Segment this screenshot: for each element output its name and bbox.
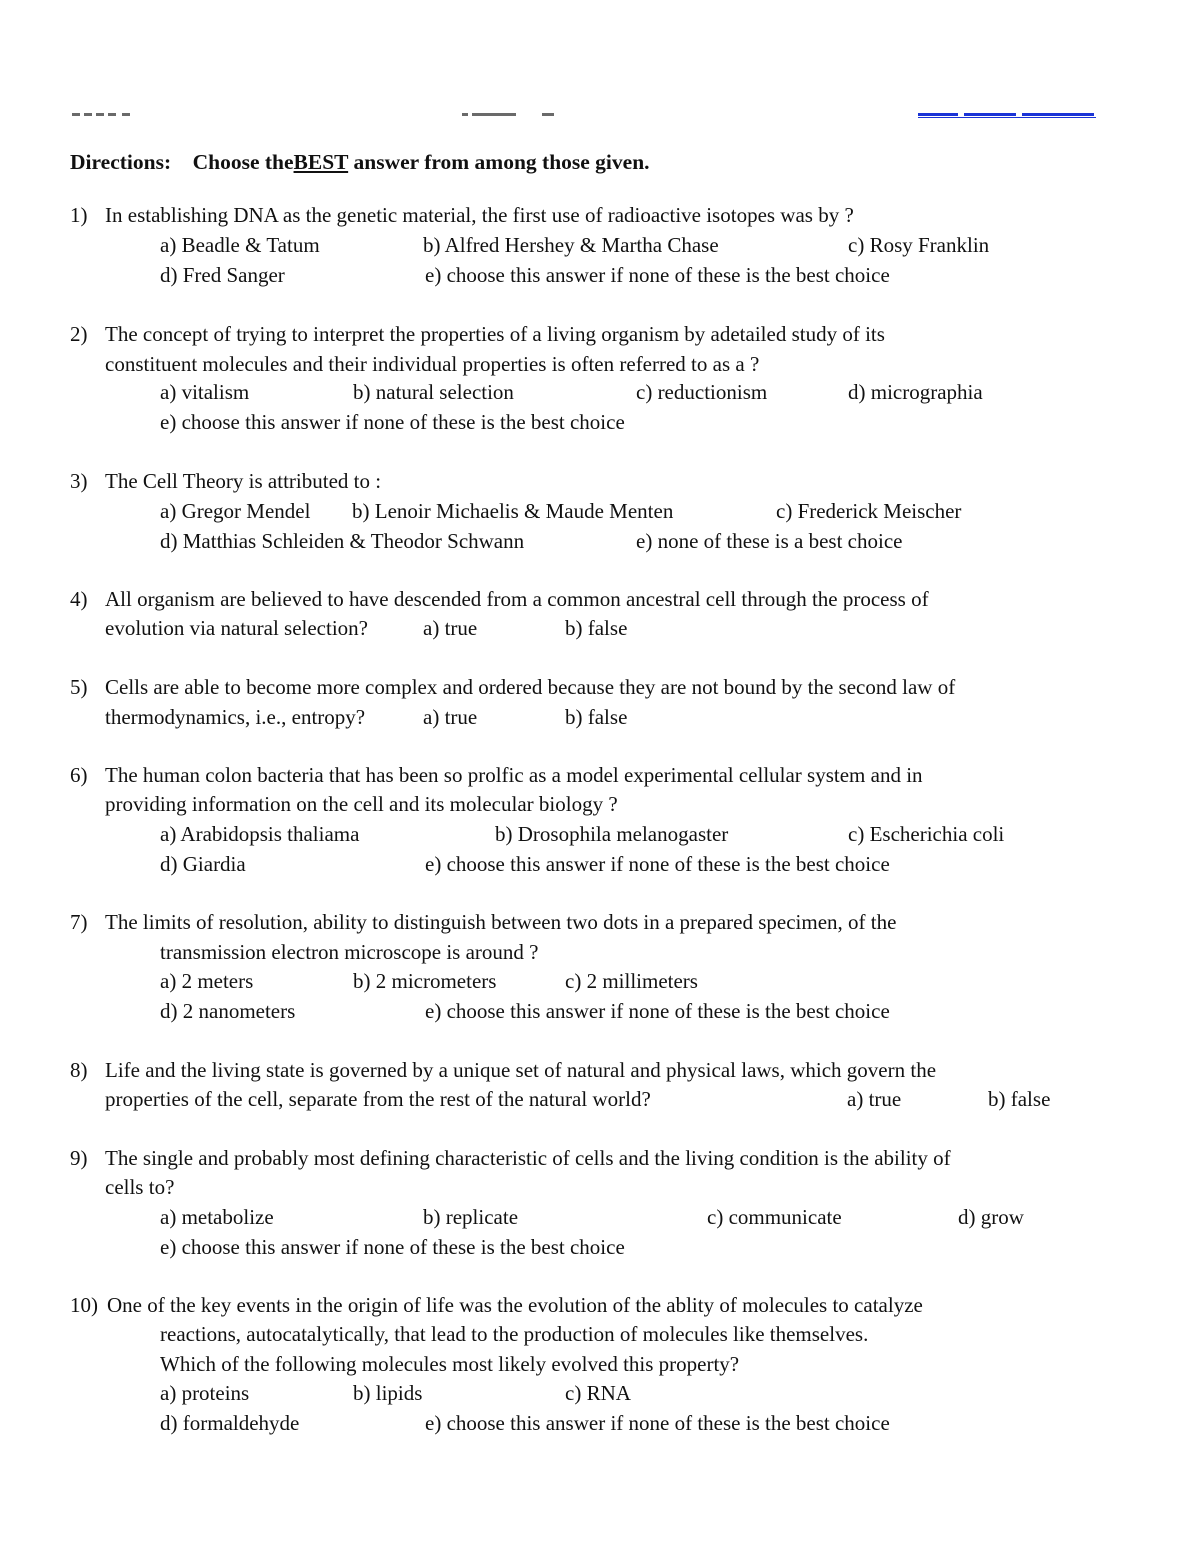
question-stem-line: cells to? [105,1175,175,1199]
question-number: 7) [70,910,88,934]
question-number: 6) [70,763,88,787]
directions-label: Directions: [70,150,172,174]
question-stem-line: The concept of trying to interpret the properties of a living organism by adetailed study of its [105,322,885,346]
answer-choice-b: b) replicate [423,1205,519,1229]
question-stem-line: In establishing DNA as the genetic material, the first use of radioactive isotopes was by ? [105,203,854,227]
question-stem-line: Which of the following molecules most likely evolved this property? [160,1352,740,1376]
answer-choice-a: a) Beadle & Tatum [160,233,320,257]
answer-choice-b: b) false [988,1087,1051,1111]
answer-choice-e: e) choose this answer if none of these is the best choice [425,263,890,287]
answer-choice-e: e) choose this answer if none of these is the best choice [160,1235,625,1259]
question-stem-line: constituent molecules and their individual properties is often referred to as a ? [105,352,760,376]
question-stem-line: One of the key events in the origin of life was the evolution of the ablity of molecules to catalyze [107,1293,923,1317]
answer-choice-c: c) communicate [707,1205,842,1229]
answer-choice-e: e) choose this answer if none of these is the best choice [425,852,890,876]
question-stem-line: The human colon bacteria that has been so prolfic as a model experimental cellular system and in [105,763,923,787]
answer-choice-d: d) micrographia [848,380,983,404]
question-number: 2) [70,322,88,346]
answer-choice-c: c) Frederick Meischer [776,499,962,523]
answer-choice-e: e) none of these is a best choice [636,529,903,553]
directions [70,150,650,175]
answer-choice-b: b) lipids [353,1381,423,1405]
answer-choice-a: a) 2 meters [160,969,254,993]
answer-choice-d: d) grow [958,1205,1024,1229]
answer-choice-a: a) metabolize [160,1205,274,1229]
answer-choice-b: b) false [565,616,628,640]
header-middle-smudge [462,104,557,118]
answer-choice-b: b) Lenoir Michaelis & Maude Menten [352,499,674,523]
answer-choice-c: c) 2 millimeters [565,969,698,993]
answer-choice-b: b) 2 micrometers [353,969,497,993]
header-link-smudge[interactable] [918,104,1096,118]
question-number: 10) [70,1293,98,1317]
answer-choice-b: b) Drosophila melanogaster [495,822,729,846]
answer-choice-a: a) true [423,705,478,729]
directions-text-after: answer from among those given. [353,150,650,174]
answer-choice-d: d) formaldehyde [160,1411,300,1435]
question-stem-line: The limits of resolution, ability to distinguish between two dots in a prepared specimen, of the [105,910,897,934]
answer-choice-a: a) Arabidopsis thaliama [160,822,360,846]
question-number: 5) [70,675,88,699]
question-stem-line: evolution via natural selection? [105,616,368,640]
question-stem-line: transmission electron microscope is around ? [160,940,539,964]
answer-choice-a: a) vitalism [160,380,250,404]
directions-text-before: Choose the [192,150,294,174]
answer-choice-b: b) Alfred Hershey & Martha Chase [423,233,719,257]
answer-choice-c: c) reductionism [636,380,768,404]
question-number: 8) [70,1058,88,1082]
answer-choice-a: a) proteins [160,1381,250,1405]
question-stem-line: The single and probably most defining characteristic of cells and the living condition is the ability of [105,1146,951,1170]
question-stem-line: Life and the living state is governed by a unique set of natural and physical laws, which govern the [105,1058,937,1082]
question-stem-line: providing information on the cell and its molecular biology ? [105,792,618,816]
header-left-smudge [72,104,132,118]
question-number: 4) [70,587,88,611]
answer-choice-d: d) Giardia [160,852,246,876]
question-stem-line: All organism are believed to have descended from a common ancestral cell through the process of [105,587,929,611]
question-number: 9) [70,1146,88,1170]
answer-choice-b: b) natural selection [353,380,514,404]
question-stem-line: reactions, autocatalytically, that lead to the production of molecules like themselves. [160,1322,869,1346]
directions-emphasis: BEST [293,150,349,174]
question-number: 1) [70,203,88,227]
answer-choice-e: e) choose this answer if none of these is the best choice [425,999,890,1023]
answer-choice-c: c) RNA [565,1381,631,1405]
answer-choice-a: a) Gregor Mendel [160,499,311,523]
answer-choice-b: b) false [565,705,628,729]
answer-choice-a: a) true [423,616,478,640]
answer-choice-a: a) true [847,1087,902,1111]
question-number: 3) [70,469,88,493]
answer-choice-d: d) Fred Sanger [160,263,285,287]
question-stem-line: properties of the cell, separate from the rest of the natural world? [105,1087,651,1111]
answer-choice-d: d) Matthias Schleiden & Theodor Schwann [160,529,525,553]
answer-choice-e: e) choose this answer if none of these is the best choice [160,410,625,434]
question-stem-line: Cells are able to become more complex and ordered because they are not bound by the second law of [105,675,956,699]
answer-choice-c: c) Escherichia coli [848,822,1005,846]
answer-choice-d: d) 2 nanometers [160,999,296,1023]
question-stem-line: The Cell Theory is attributed to : [105,469,382,493]
question-stem-line: thermodynamics, i.e., entropy? [105,705,366,729]
answer-choice-c: c) Rosy Franklin [848,233,990,257]
answer-choice-e: e) choose this answer if none of these is the best choice [425,1411,890,1435]
